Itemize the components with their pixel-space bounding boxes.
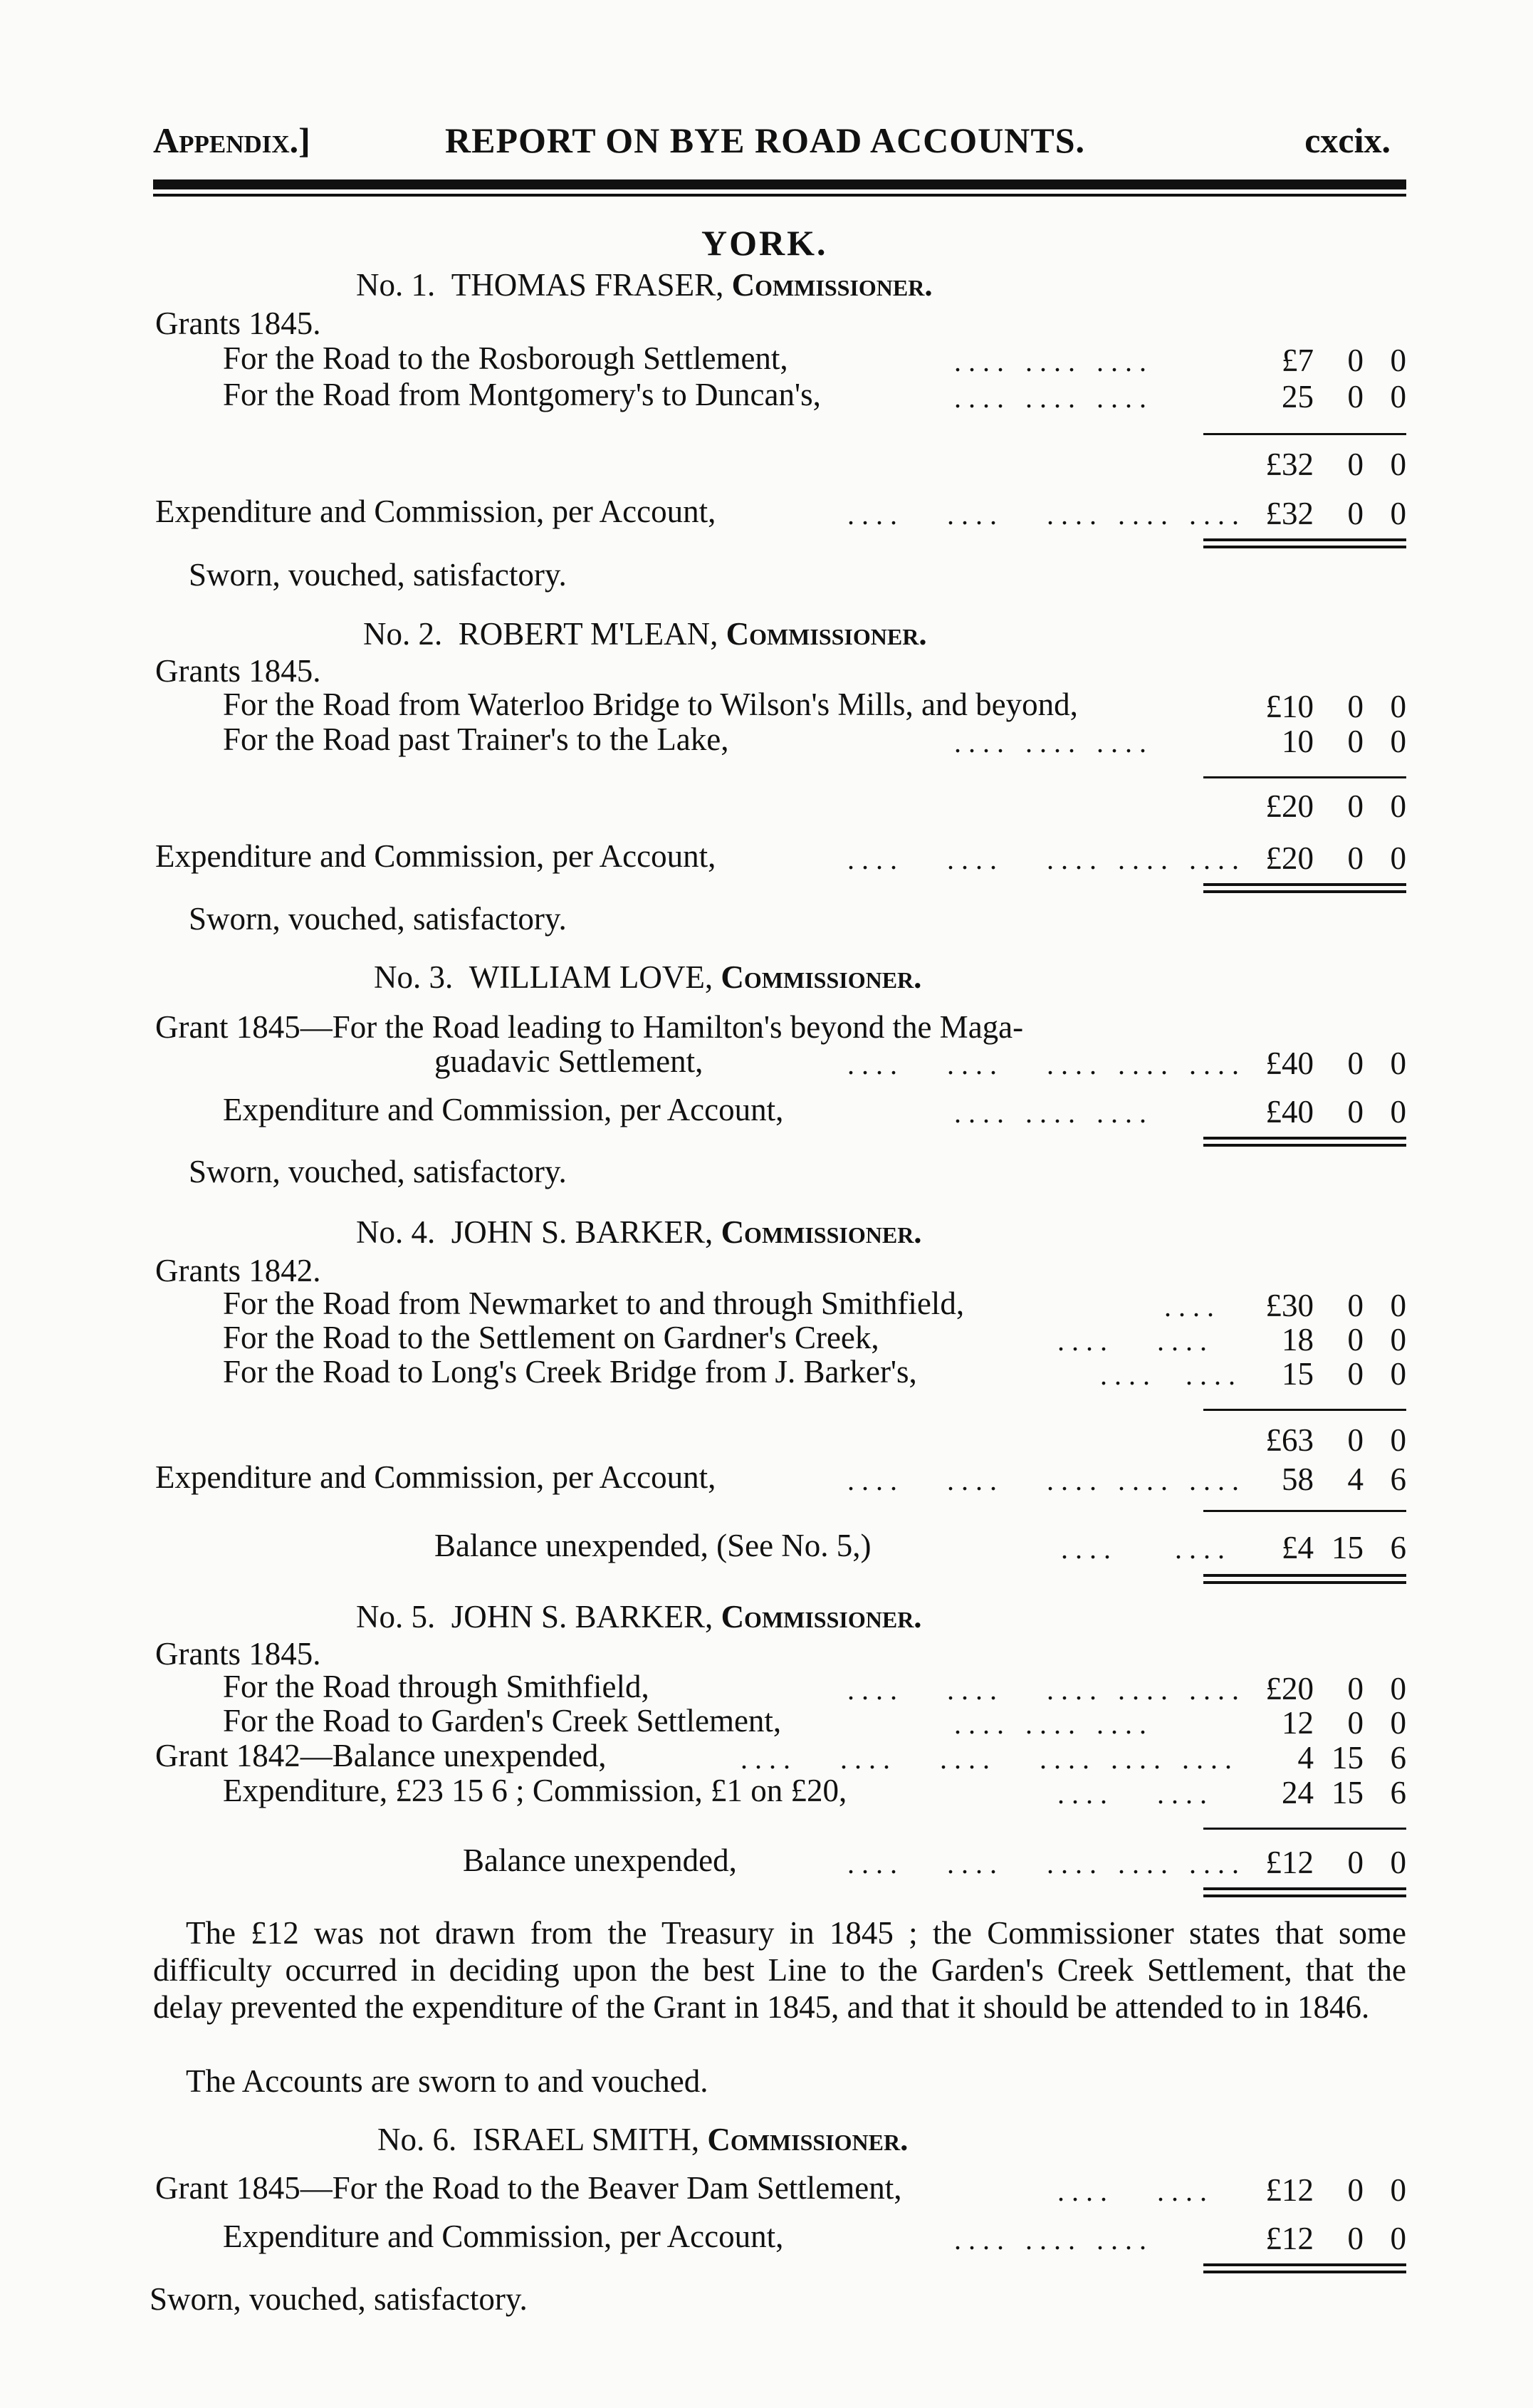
sum-rule: [1203, 776, 1406, 778]
dot-leader: .... .... ....: [954, 1097, 1153, 1129]
balance-text: Balance unexpended, (See No. 5,): [434, 1528, 872, 1563]
expenditure-amount: £20 0 0: [1265, 840, 1406, 876]
grant-1842-amount: 4 15 6: [1297, 1740, 1406, 1776]
entry-note: Sworn, vouched, satisfactory.: [189, 557, 567, 593]
expenditure-text: Expenditure and Commission, per Account,: [155, 838, 716, 874]
entry-heading: No. 6. ISRAEL SMITH, Commissioner.: [377, 2122, 909, 2157]
dot-leader: .... ....: [1100, 1359, 1242, 1391]
dot-leader: .... .... ....: [954, 382, 1153, 414]
grant-amount: £30 0 0: [1265, 1288, 1406, 1323]
entry-heading: No. 4. JOHN S. BARKER, Commissioner.: [356, 1214, 922, 1250]
balance-amount: £12 0 0: [1265, 1845, 1406, 1880]
dot-leader: .... .... .... .... ....: [847, 1674, 1246, 1706]
dot-leader: .... ....: [1061, 1533, 1232, 1565]
grant-amount: 12 0 0: [1282, 1705, 1406, 1741]
expenditure-amount: £40 0 0: [1265, 1094, 1406, 1130]
dot-leader: .... .... ....: [954, 2224, 1153, 2256]
expenditure-amount: £32 0 0: [1265, 496, 1406, 531]
total-amount: £32 0 0: [1265, 447, 1406, 482]
sum-rule: [1203, 1828, 1406, 1830]
grant-amount: £40 0 0: [1265, 1046, 1406, 1081]
balance-double-rule: [1203, 1894, 1406, 1897]
dot-leader: .... .... .... .... ....: [847, 1048, 1246, 1080]
grant-item-text: For the Road through Smithfield,: [223, 1669, 649, 1704]
grant-item-text: For the Road to the Rosborough Settlement,: [223, 340, 788, 376]
entry-note: The Accounts are sworn to and vouched.: [186, 2063, 708, 2099]
grant-item-text: For the Road from Montgomery's to Duncan's,: [223, 377, 821, 412]
dot-leader: .... ....: [1057, 1325, 1214, 1357]
expenditure-amount: £12 0 0: [1265, 2221, 1406, 2256]
dot-leader: .... .... ....: [954, 1708, 1153, 1740]
grant-amount: £20 0 0: [1265, 1671, 1406, 1706]
grants-label: Grants 1842.: [155, 1253, 321, 1288]
balance-double-rule: [1203, 883, 1406, 886]
sum-rule: [1203, 1409, 1406, 1411]
entry-heading: No. 3. WILLIAM LOVE, Commissioner.: [374, 959, 922, 995]
grant-amount: 15 0 0: [1282, 1356, 1406, 1392]
entry-heading: No. 5. JOHN S. BARKER, Commissioner.: [356, 1599, 922, 1635]
header-page-number: cxcix.: [1304, 120, 1391, 160]
grant-item-text: For the Road from Waterloo Bridge to Wilson's Mills, and beyond,: [223, 687, 1078, 722]
dot-leader: ....: [1164, 1291, 1221, 1323]
dot-leader: .... .... .... .... ....: [847, 843, 1246, 875]
grants-label: Grants 1845.: [155, 1636, 321, 1672]
balance-double-rule: [1203, 538, 1406, 541]
dot-leader: .... .... .... .... ....: [847, 1464, 1246, 1496]
grant-amount: £10 0 0: [1265, 689, 1406, 724]
dot-leader: .... ....: [1057, 1778, 1214, 1810]
grant-item-text: For the Road to the Settlement on Gardner's Creek,: [223, 1320, 879, 1355]
entry-heading: No. 1. THOMAS FRASER, Commissioner.: [356, 267, 933, 303]
grant-amount: 10 0 0: [1282, 724, 1406, 759]
header-title: REPORT ON BYE ROAD ACCOUNTS.: [445, 120, 1086, 160]
expenditure-text: Expenditure and Commission, per Account,: [155, 494, 716, 529]
grant-1842-text: Grant 1842—Balance unexpended,: [155, 1738, 607, 1773]
entry-note: Sworn, vouched, satisfactory.: [189, 901, 567, 937]
expenditure-text: Expenditure and Commission, per Account,: [223, 2219, 784, 2254]
expenditure-amount: 24 15 6: [1282, 1775, 1406, 1810]
balance-double-rule: [1203, 546, 1406, 548]
balance-double-rule: [1203, 1137, 1406, 1140]
section-title: YORK.: [701, 223, 828, 263]
entry-note: Sworn, vouched, satisfactory.: [150, 2281, 528, 2317]
entry-note: Sworn, vouched, satisfactory.: [189, 1154, 567, 1189]
total-amount: £63 0 0: [1265, 1422, 1406, 1458]
expenditure-text: Expenditure, £23 15 6 ; Commission, £1 on £20,: [223, 1773, 847, 1808]
grants-label: Grants 1845.: [155, 653, 321, 689]
dot-leader: .... .... ....: [954, 726, 1153, 759]
grant-text: Grant 1845—For the Road to the Beaver Dam Settlement,: [155, 2170, 902, 2206]
balance-amount: £4 15 6: [1282, 1530, 1406, 1565]
grant-item-text: For the Road to Long's Creek Bridge from J. Barker's,: [223, 1354, 917, 1390]
expenditure-amount: 58 4 6: [1282, 1461, 1406, 1497]
entry-heading: No. 2. ROBERT M'LEAN, Commissioner.: [363, 616, 927, 652]
grant-item-text: For the Road to Garden's Creek Settlement,: [223, 1703, 782, 1739]
balance-double-rule: [1203, 2263, 1406, 2266]
dot-leader: .... .... .... .... ....: [847, 1847, 1246, 1880]
balance-double-rule: [1203, 2271, 1406, 2273]
balance-double-rule: [1203, 890, 1406, 893]
balance-double-rule: [1203, 1887, 1406, 1890]
dot-leader: .... .... .... .... ....: [847, 499, 1246, 531]
grant-amount: 25 0 0: [1282, 379, 1406, 415]
balance-double-rule: [1203, 1144, 1406, 1147]
dot-leader: .... .... ....: [954, 345, 1153, 377]
header-appendix: Appendix.]: [153, 120, 310, 160]
total-amount: £20 0 0: [1265, 788, 1406, 824]
grant-amount: £7 0 0: [1282, 343, 1406, 378]
dot-leader: .... ....: [1057, 2175, 1214, 2207]
sum-rule: [1203, 433, 1406, 435]
expenditure-text: Expenditure and Commission, per Account,: [223, 1092, 784, 1127]
expenditure-text: Expenditure and Commission, per Account,: [155, 1459, 716, 1495]
balance-double-rule: [1203, 1581, 1406, 1584]
grants-label: Grants 1845.: [155, 306, 321, 341]
grant-text-line1: Grant 1845—For the Road leading to Hamilton's beyond the Maga-: [155, 1009, 1024, 1045]
grant-item-text: For the Road from Newmarket to and through Smithfield,: [223, 1286, 965, 1321]
explanatory-paragraph: The £12 was not drawn from the Treasury in 1845 ; the Commissioner states that some difficulty occurred in deciding upon the best Line to the Garden's Creek Settlement, that the delay prevented the expenditure of the Grant in 1845, and that it should be attended to in 1846.: [153, 1915, 1406, 2025]
grant-amount: £12 0 0: [1265, 2172, 1406, 2208]
grant-amount: 18 0 0: [1282, 1322, 1406, 1357]
sum-rule: [1203, 1510, 1406, 1512]
grant-item-text: For the Road past Trainer's to the Lake,: [223, 721, 729, 757]
balance-text: Balance unexpended,: [463, 1843, 737, 1878]
dot-leader: .... .... .... .... .... ....: [741, 1743, 1239, 1775]
grant-text-line2: guadavic Settlement,: [434, 1043, 703, 1079]
balance-double-rule: [1203, 1574, 1406, 1577]
